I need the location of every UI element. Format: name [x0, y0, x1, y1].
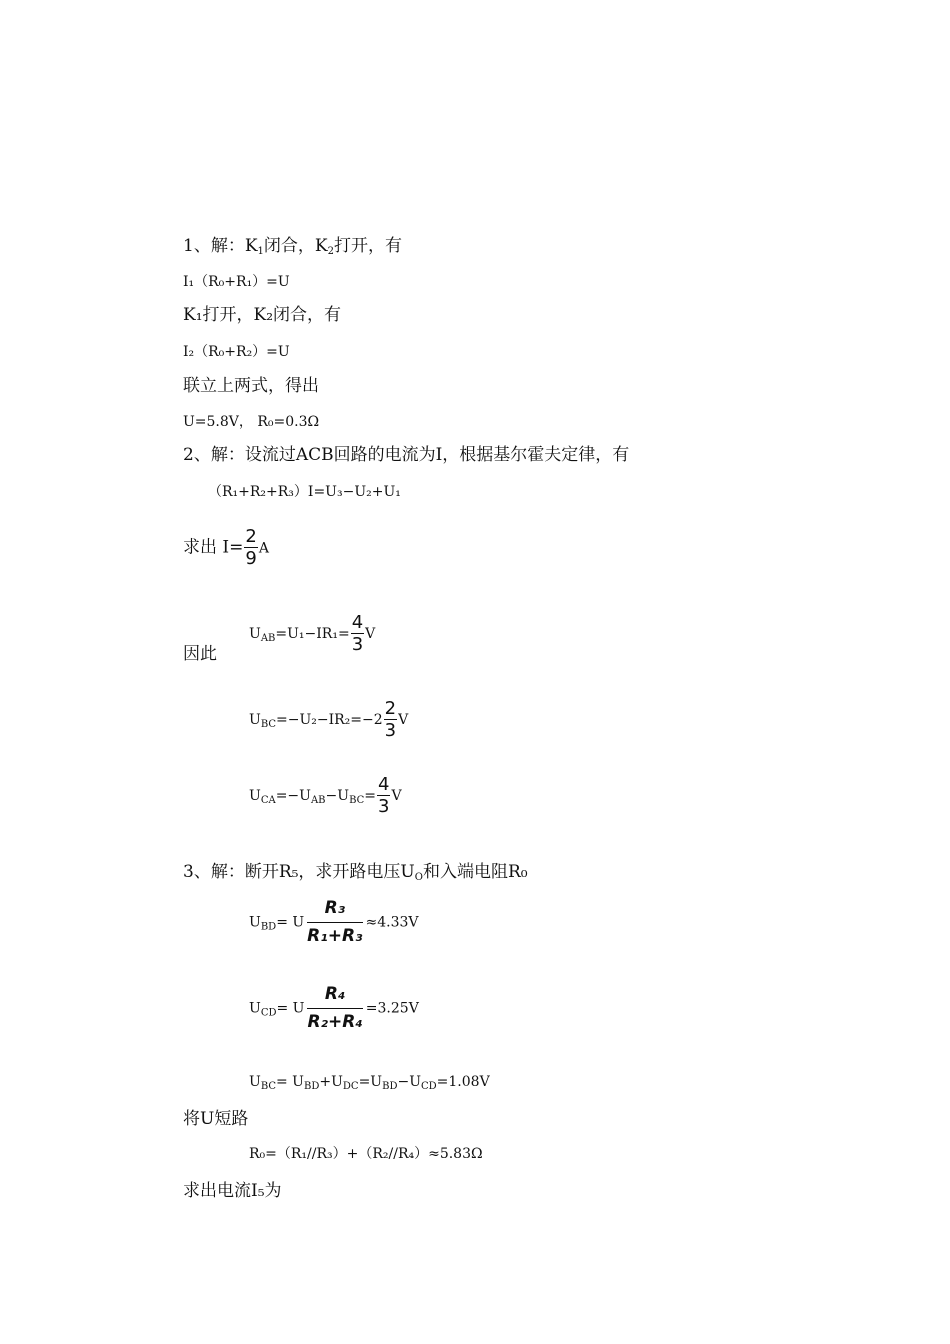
current-result: 求出 I= $\frac{2}{9}$ A: [183, 526, 269, 569]
fraction: $\frac{4}{3}$: [351, 612, 364, 655]
fraction: $\frac{2}{3}$: [384, 698, 397, 741]
problem-3-heading: 3、解：断开R₅，求开路电压$U_O$和入端电阻R₀: [183, 862, 528, 883]
fraction: $\frac{2}{9}$: [245, 526, 257, 569]
divider-fraction: $\frac{\text{R₄}}{\text{R₂+R₄}}$: [307, 984, 363, 1032]
problem-2-heading: 2、解：设流过ACB回路的电流为I，根据基尔霍夫定律，有: [183, 445, 630, 465]
kvl-equation: （R₁+R₂+R₃）I=U₃−U₂+U₁: [208, 484, 401, 500]
equation-2: I₂（R₀+R₂）=U: [183, 344, 290, 360]
ubc-sum-line: $U_{BC}= U_{BD}+U_{DC}=U_{BD}-U_{CD}=1.08V$: [249, 1074, 490, 1092]
ubd-line: $U_{BD}= U$ $\frac{\text{R₃}}{\text{R₁+R₃}}$ ≈4.33V: [249, 898, 419, 946]
therefore-label: 因此: [183, 644, 217, 664]
combine-text: 联立上两式，得出: [183, 376, 319, 396]
result-line: U=5.8V， R₀=0.3Ω: [183, 414, 320, 430]
equation-1: I₁（R₀+R₁）=U: [183, 274, 290, 290]
short-circuit-text: 将U短路: [183, 1109, 249, 1129]
divider-fraction: $\frac{\text{R₃}}{\text{R₁+R₃}}$: [307, 898, 363, 946]
ucd-line: $U_{CD}= U$ $\frac{\text{R₄}}{\text{R₂+R₄}}$ =3.25V: [249, 984, 419, 1032]
ubc-line: $U_{BC}=-U_2-IR_2=-2$ $\frac{2}{3}$ V: [249, 698, 409, 741]
uab-line: $U_{AB}=U_1-IR_1=$ $\frac{4}{3}$ V: [249, 612, 376, 655]
fraction: $\frac{4}{3}$: [377, 774, 390, 817]
problem-1-heading: 1、解：$K_1$闭合，$K_2$打开，有: [183, 236, 402, 257]
switch-state-line: K₁打开，K₂闭合，有: [183, 305, 342, 325]
r0-equation: R₀=（R₁//R₃）+（R₂//R₄）≈5.83Ω: [249, 1146, 483, 1162]
final-text: 求出电流I₅为: [183, 1181, 282, 1201]
uca-line: $U_{CA}=-U_{AB}-U_{BC}=$ $\frac{4}{3}$ V: [249, 774, 402, 817]
